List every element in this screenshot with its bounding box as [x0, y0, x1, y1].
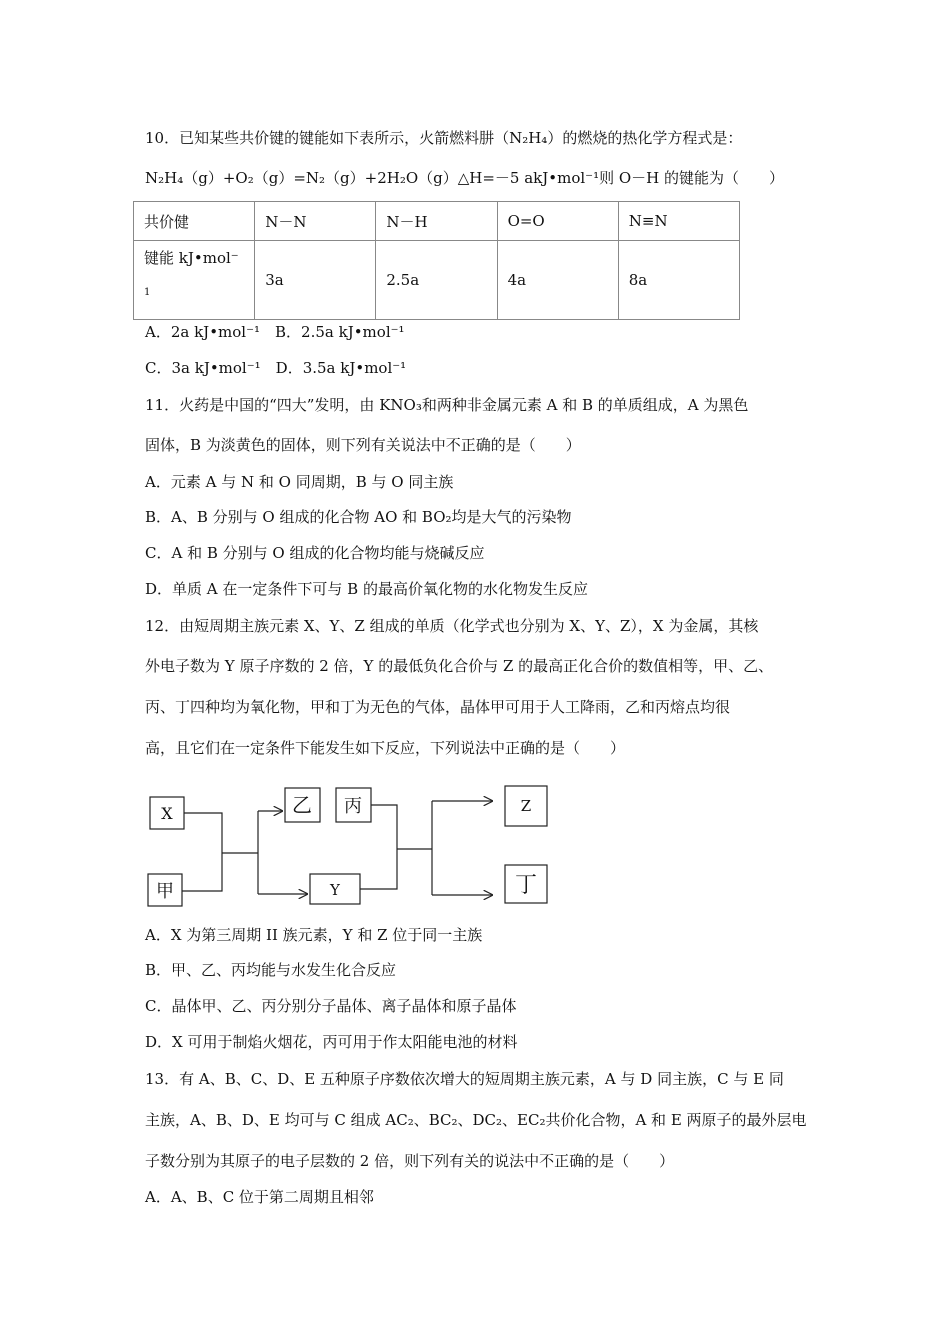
q10-option-ab: A．2a kJ•mol⁻¹ B．2.5a kJ•mol⁻¹ — [145, 323, 405, 341]
q11-option-d: D．单质 A 在一定条件下可与 B 的最高价氧化物的水化物发生反应 — [145, 580, 588, 598]
table-row-label — [134, 241, 255, 320]
q12-stem-line-4: 高，且它们在一定条件下能发生如下反应，下列说法中正确的是（ ） — [145, 739, 626, 757]
row-label-unit-exponent: 1 — [144, 287, 151, 298]
q12-stem-line-1: 12．由短周期主族元素 X、Y、Z 组成的单质（化学式也分别为 X、Y、Z），X 为金属，其核 — [145, 617, 759, 635]
q12-option-c: C．晶体甲、乙、丙分别分子晶体、离子晶体和原子晶体 — [145, 997, 517, 1015]
table-header-cell: 共价健 — [134, 202, 255, 241]
q12-stem-line-3: 丙、丁四种均为氧化物，甲和丁为无色的气体，晶体甲可用于人工降雨，乙和丙熔点均很 — [145, 698, 731, 716]
label-x: X — [161, 804, 173, 823]
table-header-cell: N≡N — [618, 202, 739, 241]
row-label-unit: 键能 kJ•mol⁻ — [144, 249, 239, 267]
table-header-cell: O=O — [497, 202, 618, 241]
table-cell: 4a — [497, 241, 618, 320]
q10-option-cd: C．3a kJ•mol⁻¹ D．3.5a kJ•mol⁻¹ — [145, 359, 407, 377]
q11-option-a: A．元素 A 与 N 和 O 同周期，B 与 O 同主族 — [145, 473, 454, 491]
q11-option-c: C．A 和 B 分别与 O 组成的化合物均能与烧碱反应 — [145, 544, 485, 562]
q11-stem-line-1: 11．火药是中国的“四大”发明，由 KNO₃和两种非金属元素 A 和 B 的单质组成，A 为黑色 — [145, 396, 749, 414]
reaction-diagram — [140, 783, 560, 913]
label-y: Y — [330, 881, 340, 899]
q12-option-a: A．X 为第三周期 II 族元素，Y 和 Z 位于同一主族 — [145, 926, 483, 944]
q12-stem-line-2: 外电子数为 Y 原子序数的 2 倍，Y 的最低负化合价与 Z 的最高正化合价的数值相等，甲、乙、 — [145, 657, 774, 675]
table-cell: 8a — [618, 241, 739, 320]
bond-energy-table — [133, 201, 740, 320]
q13-stem-line-3: 子数分别为其原子的电子层数的 2 倍，则下列有关的说法中不正确的是（ ） — [145, 1152, 675, 1170]
label-jia: 甲 — [156, 881, 174, 902]
label-ding: 丁 — [514, 873, 538, 898]
table-header-cell: N－N — [255, 202, 376, 241]
q13-stem-line-1: 13．有 A、B、C、D、E 五种原子序数依次增大的短周期主族元素，A 与 D 同主族，C 与 E 同 — [145, 1070, 784, 1088]
q12-option-b: B．甲、乙、丙均能与水发生化合反应 — [145, 961, 397, 979]
q10-stem-line-1: 10．已知某些共价键的键能如下表所示，火箭燃料肼（N₂H₄）的燃烧的热化学方程式是： — [145, 129, 743, 147]
table-cell: 2.5a — [376, 241, 497, 320]
q10-stem-line-2: N₂H₄（g）+O₂（g）=N₂（g）+2H₂O（g）△H=－5 akJ•mol⁻¹则 O－H 的键能为（ ） — [145, 169, 785, 187]
q13-stem-line-2: 主族，A、B、D、E 均可与 C 组成 AC₂、BC₂、DC₂、EC₂共价化合物，A 和 E 两原子的最外层电 — [145, 1111, 807, 1129]
label-yi: 乙 — [292, 793, 312, 817]
label-z: Z — [520, 797, 532, 815]
table-header-row — [134, 202, 740, 241]
q13-option-a: A．A、B、C 位于第二周期且相邻 — [145, 1188, 374, 1206]
table-cell: 3a — [255, 241, 376, 320]
label-bing: 丙 — [344, 796, 362, 817]
q11-option-b: B．A、B 分别与 O 组成的化合物 AO 和 BO₂均是大气的污染物 — [145, 508, 572, 526]
table-header-cell: N－H — [376, 202, 497, 241]
q12-option-d: D．X 可用于制焰火烟花，丙可用于作太阳能电池的材料 — [145, 1033, 518, 1051]
connector-left — [182, 813, 222, 891]
q11-stem-line-2: 固体，B 为淡黄色的固体，则下列有关说法中不正确的是（ ） — [145, 436, 581, 454]
table-row — [134, 241, 740, 320]
